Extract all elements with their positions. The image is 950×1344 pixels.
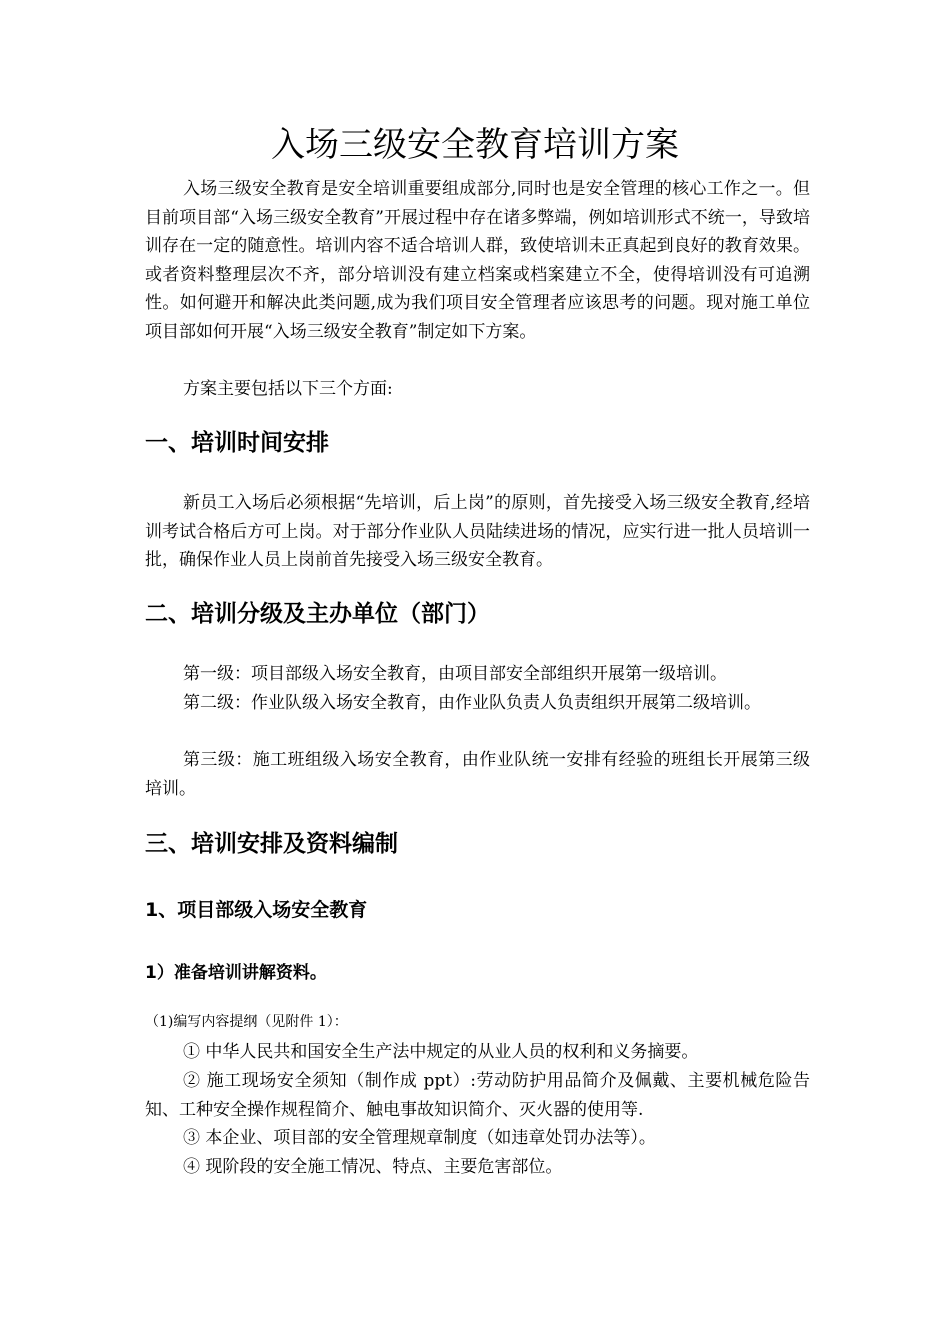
- intro-paragraph: 入场三级安全教育是安全培训重要组成部分,同时也是安全管理的核心工作之一。但目前项目部“入场三级安全教育”开展过程中存在诸多弊端，例如培训形式不统一，导致培训存在一定的随意性。培训内容不适合培训人群，致使培训未正真起到良好的教育效果。或者资料整理层次不齐，部分培训没有建立档案或档案建立不全，使得培训没有可追溯性。如何避开和解决此类问题,成为我们项目安全管理者应该思考的问题。现对施工单位项目部如何开展“入场三级安全教育”制定如下方案。: [145, 179, 810, 342]
- document-title: 入场三级安全教育培训方案: [271, 125, 679, 165]
- list-item: ① 中华人民共和国安全生产法中规定的从业人员的权利和义务摘要。: [183, 1042, 699, 1062]
- subsection1-1-heading: 1）准备培训讲解资料。: [145, 963, 327, 983]
- list-item: ④ 现阶段的安全施工情况、特点、主要危害部位。: [183, 1157, 563, 1177]
- section1-heading: 一、培训时间安排: [145, 430, 329, 456]
- subsection1-heading: 1、项目部级入场安全教育: [145, 899, 368, 921]
- section2-heading: 二、培训分级及主办单位（部门）: [145, 601, 490, 627]
- level1-paragraph: 第一级：项目部级入场安全教育，由项目部安全部组织开展第一级培训。: [183, 664, 727, 684]
- level3-paragraph: 第三级：施工班组级入场安全教育，由作业队统一安排有经验的班组长开展第三级培训。: [145, 750, 810, 799]
- list-item: ② 施工现场安全须知（制作成 ppt）:劳动防护用品简介及佩戴、主要机械危险告知、工种安全操作规程简介、触电事故知识简介、灭火器的使用等.: [145, 1071, 810, 1120]
- section1-body: 新员工入场后必须根据“先培训，后上岗”的原则，首先接受入场三级安全教育,经培训考试合格后方可上岗。对于部分作业队人员陆续进场的情况，应实行进一批人员培训一批，确保作业人员上岗前首先接受入场三级安全教育。: [145, 493, 810, 570]
- outline-label: （1)编写内容提纲（见附件 1）：: [145, 1014, 348, 1030]
- list-item: ③ 本企业、项目部的安全管理规章制度（如违章处罚办法等）。: [183, 1128, 656, 1148]
- section3-heading: 三、培训安排及资料编制: [145, 831, 398, 857]
- scope-paragraph: 方案主要包括以下三个方面:: [183, 379, 393, 399]
- level2-paragraph: 第二级：作业队级入场安全教育，由作业队负责人负责组织开展第二级培训。: [183, 693, 761, 713]
